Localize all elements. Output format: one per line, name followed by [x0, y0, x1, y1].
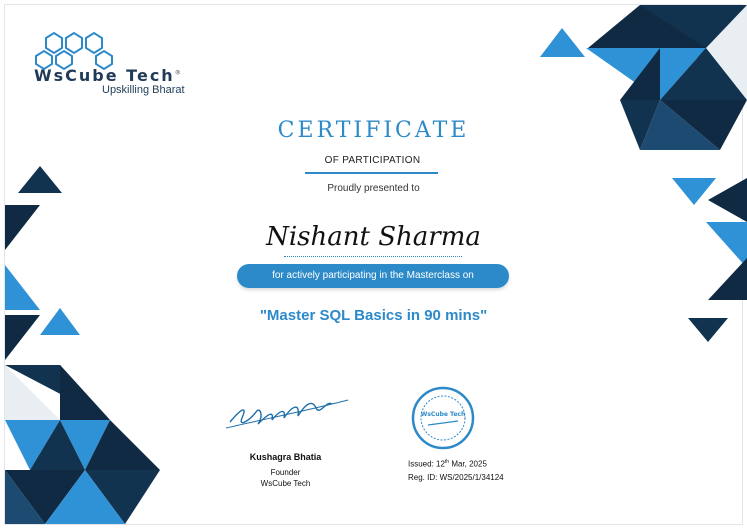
seal-stamp-icon — [410, 385, 476, 451]
recipient-name: Nishant Sharma — [266, 222, 481, 252]
issued-day-suffix: th — [444, 459, 450, 465]
presented-text: Proudly presented to — [327, 183, 420, 194]
brand-name — [34, 66, 183, 85]
registration-id: Reg. ID: WS/2025/1/34124 — [408, 473, 504, 482]
issued-date-rest: Mar, 2025 — [449, 459, 487, 469]
subtitle-underline — [305, 172, 438, 174]
deco-triangle — [540, 28, 585, 57]
brand-name-text: WsCube Tech — [34, 66, 175, 85]
signatory-organization: WsCube Tech — [260, 479, 311, 488]
issued-date — [408, 459, 487, 469]
signatory-role: Founder — [270, 468, 301, 477]
participation-reason-pill: for actively participating in the Masterclass on — [237, 264, 509, 288]
issued-label: Issued: 12 — [408, 459, 445, 469]
seal-text: WsCube Tech — [420, 411, 466, 418]
certificate-subtitle: OF PARTICIPATION — [324, 155, 421, 166]
deco-triangle — [60, 365, 110, 420]
deco-triangle — [708, 258, 747, 300]
brand-tagline: Upskilling Bharat — [102, 84, 185, 96]
deco-triangle — [5, 265, 40, 310]
certificate-title: CERTIFICATE — [277, 118, 470, 143]
course-title: "Master SQL Basics in 90 mins" — [259, 307, 488, 324]
signatory-name: Kushagra Bhatia — [249, 452, 322, 462]
registered-mark: ® — [174, 69, 183, 77]
signature-image — [220, 380, 360, 440]
recipient-underline — [284, 256, 462, 257]
